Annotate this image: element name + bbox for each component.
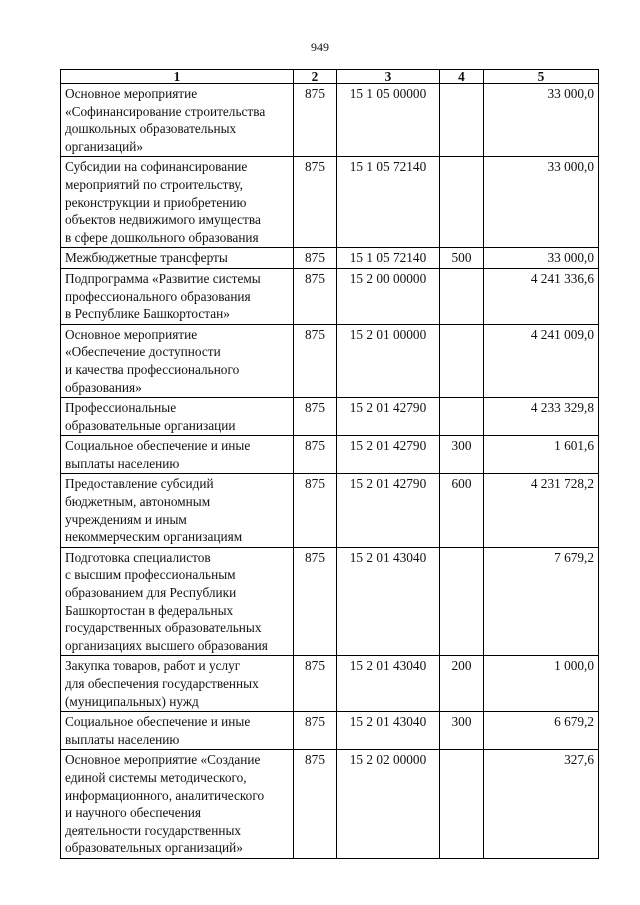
item-name-line: государственных образовательных xyxy=(65,620,262,636)
table-body xyxy=(61,84,599,859)
row-item-name xyxy=(61,398,294,436)
row-ministry-code: 875 xyxy=(294,157,337,248)
row-amount: 4 241 336,6 xyxy=(484,268,599,324)
item-name-line: выплаты населению xyxy=(65,455,180,471)
item-name-line: и качества профессионального xyxy=(65,361,240,377)
item-name-line: единой системы методического, xyxy=(65,769,247,785)
row-amount: 1 601,6 xyxy=(484,436,599,474)
row-ministry-code: 875 xyxy=(294,268,337,324)
row-item-name xyxy=(61,712,294,750)
header-col-3: 3 xyxy=(337,70,440,84)
row-item-name xyxy=(61,248,294,269)
table-header-row xyxy=(61,70,599,84)
row-amount: 33 000,0 xyxy=(484,157,599,248)
row-ministry-code: 875 xyxy=(294,398,337,436)
item-name-line: Предоставление субсидий xyxy=(65,476,214,492)
item-name-line: образовательные организации xyxy=(65,417,236,433)
item-name-line: бюджетным, автономным xyxy=(65,494,211,510)
item-name-line: организациях высшего образования xyxy=(65,637,268,653)
row-item-name xyxy=(61,436,294,474)
item-name-line: «Обеспечение доступности xyxy=(65,344,221,360)
row-amount: 4 233 329,8 xyxy=(484,398,599,436)
item-name-line: выплаты населению xyxy=(65,731,180,747)
row-expense-type xyxy=(440,750,484,859)
row-expense-type: 500 xyxy=(440,248,484,269)
item-name-line: образованием для Республики xyxy=(65,585,237,601)
item-name-line: Закупка товаров, работ и услуг xyxy=(65,658,241,674)
item-name-line: в сфере дошкольного образования xyxy=(65,229,259,245)
item-name-line: деятельности государственных xyxy=(65,822,242,838)
item-name-line: и научного обеспечения xyxy=(65,805,201,821)
row-amount: 33 000,0 xyxy=(484,84,599,157)
row-amount: 4 241 009,0 xyxy=(484,324,599,397)
item-name-line: Социальное обеспечение и иные xyxy=(65,714,251,730)
row-target-article: 15 2 01 43040 xyxy=(337,656,440,712)
row-amount: 6 679,2 xyxy=(484,712,599,750)
row-target-article: 15 2 01 43040 xyxy=(337,712,440,750)
row-item-name xyxy=(61,84,294,157)
header-col-1: 1 xyxy=(61,70,294,84)
row-target-article: 15 2 01 43040 xyxy=(337,547,440,656)
row-ministry-code: 875 xyxy=(294,324,337,397)
page-number: 949 xyxy=(311,40,329,54)
row-expense-type xyxy=(440,157,484,248)
header-col-2: 2 xyxy=(294,70,337,84)
item-name-line: для обеспечения государственных xyxy=(65,676,259,691)
item-name-line: организаций» xyxy=(65,138,144,154)
item-name-line: с высшим профессиональным xyxy=(65,567,236,583)
row-expense-type: 300 xyxy=(440,436,484,474)
item-name-line: Подпрограмма «Развитие системы xyxy=(65,270,261,286)
table-row xyxy=(61,84,599,157)
row-item-name xyxy=(61,474,294,547)
item-name-line: Башкортостан в федеральных xyxy=(65,602,234,618)
row-item-name xyxy=(61,750,294,859)
header-col-5: 5 xyxy=(484,70,599,84)
row-expense-type: 600 xyxy=(440,474,484,547)
row-ministry-code: 875 xyxy=(294,84,337,157)
row-ministry-code: 875 xyxy=(294,656,337,712)
row-amount: 327,6 xyxy=(484,750,599,859)
table-row xyxy=(61,712,599,750)
table-row xyxy=(61,268,599,324)
row-target-article: 15 1 05 00000 xyxy=(337,84,440,157)
budget-table xyxy=(60,69,599,859)
item-name-line: Основное мероприятие xyxy=(65,86,198,101)
table-row xyxy=(61,157,599,248)
row-target-article: 15 2 00 00000 xyxy=(337,268,440,324)
item-name-line: мероприятий по строительству, xyxy=(65,176,243,192)
item-name-line: (муниципальных) нужд xyxy=(65,693,199,709)
row-amount: 7 679,2 xyxy=(484,547,599,656)
item-name-line: Межбюджетные трансферты xyxy=(65,250,228,266)
row-item-name xyxy=(61,656,294,712)
item-name-line: информационного, аналитического xyxy=(65,787,265,803)
row-expense-type xyxy=(440,547,484,656)
table-row xyxy=(61,750,599,859)
item-name-line: объектов недвижимого имущества xyxy=(65,212,261,228)
item-name-line: образовательных организаций» xyxy=(65,840,243,856)
table-row xyxy=(61,474,599,547)
table-row xyxy=(61,324,599,397)
row-target-article: 15 2 01 42790 xyxy=(337,398,440,436)
row-ministry-code: 875 xyxy=(294,474,337,547)
row-item-name xyxy=(61,268,294,324)
table-row xyxy=(61,547,599,656)
row-expense-type xyxy=(440,268,484,324)
item-name-line: Субсидии на софинансирование xyxy=(65,159,248,175)
row-target-article: 15 1 05 72140 xyxy=(337,157,440,248)
table-row xyxy=(61,656,599,712)
row-amount: 1 000,0 xyxy=(484,656,599,712)
row-item-name xyxy=(61,157,294,248)
item-name-line: Социальное обеспечение и иные xyxy=(65,438,251,454)
item-name-line: Подготовка специалистов xyxy=(65,549,211,565)
row-target-article: 15 2 01 42790 xyxy=(337,436,440,474)
item-name-line: в Республике Башкортостан» xyxy=(65,306,230,322)
item-name-line: Основное мероприятие «Создание xyxy=(65,752,261,768)
row-item-name xyxy=(61,324,294,397)
row-target-article: 15 2 02 00000 xyxy=(337,750,440,859)
row-expense-type: 300 xyxy=(440,712,484,750)
item-name-line: реконструкции и приобретению xyxy=(65,194,247,210)
row-target-article: 15 2 01 00000 xyxy=(337,324,440,397)
row-target-article: 15 2 01 42790 xyxy=(337,474,440,547)
item-name-line: образования» xyxy=(65,379,142,395)
row-ministry-code: 875 xyxy=(294,547,337,656)
table-row xyxy=(61,436,599,474)
row-amount: 33 000,0 xyxy=(484,248,599,269)
row-ministry-code: 875 xyxy=(294,248,337,269)
item-name-line: Профессиональные xyxy=(65,400,177,416)
row-expense-type xyxy=(440,398,484,436)
row-expense-type: 200 xyxy=(440,656,484,712)
row-ministry-code: 875 xyxy=(294,750,337,859)
row-expense-type xyxy=(440,324,484,397)
item-name-line: «Софинансирование строительства xyxy=(65,103,266,119)
item-name-line: некоммерческим организациям xyxy=(65,529,243,545)
row-target-article: 15 1 05 72140 xyxy=(337,248,440,269)
row-amount: 4 231 728,2 xyxy=(484,474,599,547)
row-expense-type xyxy=(440,84,484,157)
row-ministry-code: 875 xyxy=(294,712,337,750)
header-col-4: 4 xyxy=(440,70,484,84)
row-ministry-code: 875 xyxy=(294,436,337,474)
item-name-line: профессионального образования xyxy=(65,288,251,304)
table-row xyxy=(61,398,599,436)
row-item-name xyxy=(61,547,294,656)
item-name-line: Основное мероприятие xyxy=(65,326,198,342)
item-name-line: дошкольных образовательных xyxy=(65,121,237,137)
table-row xyxy=(61,248,599,269)
item-name-line: учреждениям и иным xyxy=(65,511,187,527)
